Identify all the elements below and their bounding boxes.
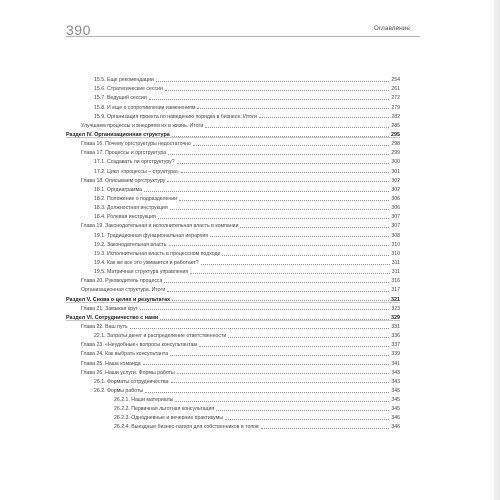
toc-entry-title: 26.2.3. Однодневные и вечерние практикумы xyxy=(114,415,223,422)
toc-entry-title: 26.2.2. Первичная льготная консультация xyxy=(114,406,215,413)
toc-page-number: 310 xyxy=(391,241,400,248)
toc-dot-leader xyxy=(169,245,390,246)
table-of-contents xyxy=(66,74,400,430)
toc-section-row xyxy=(66,129,400,138)
toc-page-number: 310 xyxy=(391,250,400,257)
toc-page-number: 337 xyxy=(391,342,400,349)
toc-page-number: 261 xyxy=(391,86,400,93)
toc-page-number: 295 xyxy=(391,131,400,138)
toc-entry-title: Глава 20. Руководитель процесса xyxy=(81,278,163,285)
toc-dot-leader xyxy=(170,355,389,356)
toc-entry-row xyxy=(66,165,400,174)
toc-page-number: 346 xyxy=(391,424,400,431)
toc-dot-leader xyxy=(143,364,390,365)
toc-dot-leader xyxy=(144,191,389,192)
toc-entry-row xyxy=(66,348,400,357)
toc-entry-title: 26.2.4. Выездные бизнес-лагеря для собственников и топов xyxy=(114,424,259,431)
toc-entry-title: Раздел IV. Организационная структура xyxy=(66,131,170,138)
toc-page-number: 341 xyxy=(391,360,400,367)
toc-dot-leader xyxy=(145,392,389,393)
toc-entry-title: 15.8. И еще о сопротивлении изменениям xyxy=(94,104,196,111)
toc-entry-row xyxy=(66,220,400,229)
toc-entry-row xyxy=(66,211,400,220)
toc-page-number: 306 xyxy=(391,195,400,202)
toc-dot-leader xyxy=(205,127,389,128)
toc-entry-title: 26.2.1. Наши материалы xyxy=(114,397,174,404)
toc-entry-row xyxy=(66,92,400,101)
toc-dot-leader xyxy=(199,346,389,347)
toc-entry-title: Раздел V. Снова о целях и результатах xyxy=(66,296,171,303)
toc-entry-row xyxy=(66,248,400,257)
toc-entry-row xyxy=(66,284,400,293)
toc-entry-row xyxy=(66,339,400,348)
toc-dot-leader xyxy=(149,99,390,100)
toc-dot-leader xyxy=(175,401,389,402)
toc-entry-row xyxy=(66,239,400,248)
header-rule xyxy=(66,36,420,37)
toc-entry-row xyxy=(66,357,400,366)
toc-dot-leader xyxy=(170,209,390,210)
toc-entry-row xyxy=(66,385,400,394)
toc-entry-row xyxy=(66,120,400,129)
toc-entry-title: Глава 18. Описываем оргструктуру xyxy=(81,177,166,184)
running-head: Оглавление xyxy=(373,25,410,32)
toc-page-number: 343 xyxy=(391,369,400,376)
toc-dot-leader xyxy=(222,255,389,256)
toc-entry-title: 19.2. Законодательная власть xyxy=(94,241,167,248)
page-number: 390 xyxy=(66,22,91,38)
toc-dot-leader xyxy=(190,273,390,274)
toc-page-number: 302 xyxy=(391,186,400,193)
toc-dot-leader xyxy=(197,108,389,109)
toc-entry-row xyxy=(66,147,400,156)
toc-dot-leader xyxy=(140,309,390,310)
toc-page-number: 321 xyxy=(391,296,400,303)
toc-dot-leader xyxy=(193,145,389,146)
toc-entry-row xyxy=(66,303,400,312)
toc-entry-title: Глава 21. Замыкая круг xyxy=(81,305,138,312)
toc-page-number: 272 xyxy=(391,95,400,102)
toc-entry-row xyxy=(66,202,400,211)
toc-entry-row xyxy=(66,74,400,83)
toc-entry-row xyxy=(66,184,400,193)
toc-dot-leader xyxy=(171,382,390,383)
toc-entry-title: Глава 26. Наши услуги. Формы работы xyxy=(81,369,175,376)
toc-page-number: 282 xyxy=(391,113,400,120)
toc-entry-row xyxy=(66,266,400,275)
toc-page-number: 285 xyxy=(391,122,400,129)
toc-page-number: 279 xyxy=(391,104,400,111)
toc-entry-title: 18.2. Положение о подразделении xyxy=(94,195,178,202)
toc-entry-title: Глава 23. «Неудобные» вопросы консультантам xyxy=(81,342,197,349)
toc-entry-row xyxy=(66,193,400,202)
toc-entry-row xyxy=(66,101,400,110)
toc-entry-row xyxy=(66,421,400,430)
toc-entry-row xyxy=(66,367,400,376)
toc-page-number: 316 xyxy=(391,278,400,285)
toc-entry-title: 17.2. Цикл «процессы – структура» xyxy=(94,168,179,175)
toc-page-number: 300 xyxy=(391,159,400,166)
toc-page-number: 343 xyxy=(391,378,400,385)
toc-entry-title: Раздел VI. Сотрудничество с нами xyxy=(66,314,159,321)
toc-page-number: 311 xyxy=(391,259,400,266)
toc-dot-leader xyxy=(177,163,390,164)
toc-page-number: 317 xyxy=(391,287,400,294)
toc-entry-title: Организационная структура. Итоги xyxy=(81,287,166,294)
toc-dot-leader xyxy=(225,419,389,420)
toc-page-number: 323 xyxy=(391,305,400,312)
toc-page-number: 301 xyxy=(391,168,400,175)
toc-section-row xyxy=(66,293,400,302)
toc-entry-title: Глава 24. Как выбрать консультанта xyxy=(81,351,169,358)
toc-entry-row xyxy=(66,330,400,339)
toc-entry-title: 15.7. Ведущий сессии xyxy=(94,95,147,102)
toc-entry-title: 18.4. Ролевая инструкция xyxy=(94,214,156,221)
toc-page-number: 345 xyxy=(391,406,400,413)
toc-dot-leader xyxy=(168,154,389,155)
toc-page-number: 339 xyxy=(391,351,400,358)
toc-entry-title: 15.5. Еще рекомендации xyxy=(94,77,154,84)
toc-dot-leader xyxy=(181,172,390,173)
toc-entry-title: Улучшаем процессы и внедряем их в жизнь. Итоги xyxy=(81,122,204,129)
toc-page-number: 345 xyxy=(391,397,400,404)
toc-page-number: 308 xyxy=(391,232,400,239)
toc-entry-title: Глава 22. Ваш путь xyxy=(81,323,128,330)
toc-dot-leader xyxy=(228,337,389,338)
toc-entry-title: 26.2. Формы работы xyxy=(94,387,144,394)
toc-entry-title: 17.1. Создавать ли оргструктуру? xyxy=(94,159,175,166)
toc-dot-leader xyxy=(167,181,389,182)
toc-page-number: 311 xyxy=(391,269,400,276)
toc-entry-title: 15.6. Стратегические сессии xyxy=(94,86,163,93)
toc-entry-title: 22.1. Затраты денег и распределение ответственности xyxy=(94,333,227,340)
toc-page-number: 331 xyxy=(391,323,400,330)
toc-dot-leader xyxy=(179,200,389,201)
toc-entry-row xyxy=(66,138,400,147)
toc-dot-leader xyxy=(261,428,390,429)
toc-dot-leader xyxy=(240,227,389,228)
toc-entry-title: 19.3. Исполнительная власть в процессном подходе xyxy=(94,250,221,257)
toc-dot-leader xyxy=(177,373,390,374)
toc-entry-title: 19.4. Как же все это уживается и работает? xyxy=(94,259,199,266)
toc-page-number: 306 xyxy=(391,205,400,212)
toc-entry-row xyxy=(66,376,400,385)
toc-page-number: 346 xyxy=(391,415,400,422)
toc-page-number: 299 xyxy=(391,150,400,157)
toc-dot-leader xyxy=(156,81,389,82)
toc-entry-row xyxy=(66,321,400,330)
toc-dot-leader xyxy=(167,291,389,292)
toc-entry-title: Глава 25. Наша команда xyxy=(81,360,141,367)
toc-page-number: 307 xyxy=(391,223,400,230)
toc-page-number: 329 xyxy=(391,314,400,321)
toc-entry-row xyxy=(66,175,400,184)
toc-entry-title: 19.1. Традиционная функциональная иерархия xyxy=(94,232,209,239)
toc-dot-leader xyxy=(216,410,389,411)
toc-page-number: 298 xyxy=(391,141,400,148)
toc-entry-title: 15.9. Организация проекта по наведению порядка в бизнесе. Итоги xyxy=(94,113,257,120)
toc-page-number: 254 xyxy=(391,77,400,84)
toc-entry-row xyxy=(66,111,400,120)
toc-dot-leader xyxy=(259,117,389,118)
toc-dot-leader xyxy=(165,90,389,91)
toc-entry-row xyxy=(66,275,400,284)
toc-page-number: 345 xyxy=(391,387,400,394)
toc-entry-title: Глава 19. Законодательная и исполнительная власть в компании xyxy=(81,223,239,230)
toc-entry-row xyxy=(66,412,400,421)
toc-entry-row xyxy=(66,83,400,92)
toc-entry-row xyxy=(66,229,400,238)
toc-entry-title: 19.5. Матричная структура управления xyxy=(94,269,189,276)
toc-entry-row xyxy=(66,394,400,403)
toc-entry-row xyxy=(66,156,400,165)
toc-dot-leader xyxy=(210,236,389,237)
toc-dot-leader xyxy=(130,328,390,329)
toc-entry-title: Глава 17. Процессы и оргструктура xyxy=(81,150,167,157)
toc-entry-title: Глава 16. Почему оргструктуры недостаточно xyxy=(81,141,191,148)
toc-entry-title: 18.3. Должностная инструкция xyxy=(94,205,168,212)
page-edge xyxy=(494,0,500,500)
toc-page-number: 336 xyxy=(391,333,400,340)
toc-entry-row xyxy=(66,257,400,266)
toc-dot-leader xyxy=(201,264,390,265)
toc-page-number: 307 xyxy=(391,214,400,221)
toc-dot-leader xyxy=(164,282,389,283)
toc-page-number: 302 xyxy=(391,177,400,184)
toc-entry-row xyxy=(66,403,400,412)
toc-entry-title: 26.1. Форматы сотрудничества xyxy=(94,378,169,385)
toc-section-row xyxy=(66,312,400,321)
toc-entry-title: 18.1. Оргдиаграмма xyxy=(94,186,143,193)
toc-dot-leader xyxy=(158,218,390,219)
